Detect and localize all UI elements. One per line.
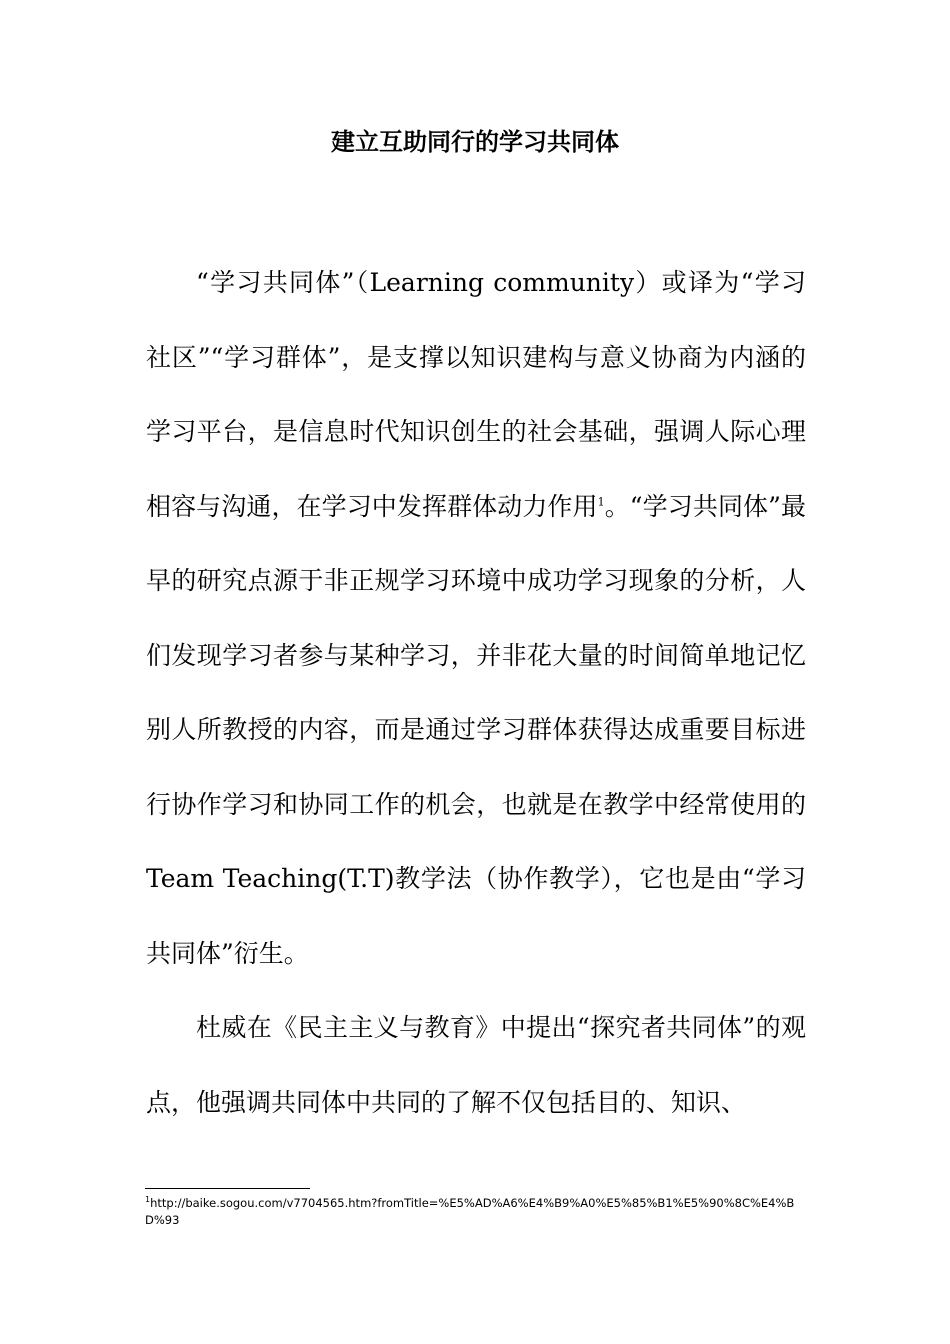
footnote-number: 1 <box>145 1195 151 1205</box>
footnote-separator <box>145 1188 310 1189</box>
document-title: 建立互助同行的学习共同体 <box>331 128 619 156</box>
footnote-url[interactable]: http://baike.sogou.com/v7704565.htm?fromTitle=%E5%AD%A6%E4%B9%A0%E5%85%B1%E5%90%8C%E4%BD%93 <box>145 1196 795 1227</box>
footnote-reference[interactable]: 1 <box>597 495 605 509</box>
paragraph-dewey: 杜威在《民主主义与教育》中提出“探究者共同体”的观点，他强调共同体中共同的了解不仅包括目的、知识、 <box>146 1013 806 1117</box>
footnote <box>145 1195 805 1229</box>
paragraph-learning-community <box>146 246 806 991</box>
document-body <box>146 246 806 1140</box>
paragraph-text-part-2: 。“学习共同体”最早的研究点源于非正规学习环境中成功学习现象的分析，人们发现学习者参与某种学习，并非花大量的时间简单地记忆别人所教授的内容，而是通过学习群体获得达成重要目标进行协作学习和协同工作的机会，也就是在教学中经常使用的Team Teaching(T.T)教学法（协作教学），它也是由“学习共同体”衍生。 <box>146 491 806 968</box>
paragraph-text-part-1: “学习共同体”（Learning community）或译为“学习社区”“学习群体”，是支撑以知识建构与意义协商为内涵的学习平台，是信息时代知识创生的社会基础，强调人际心理相容与沟通，在学习中发挥群体动力作用 <box>146 268 806 521</box>
